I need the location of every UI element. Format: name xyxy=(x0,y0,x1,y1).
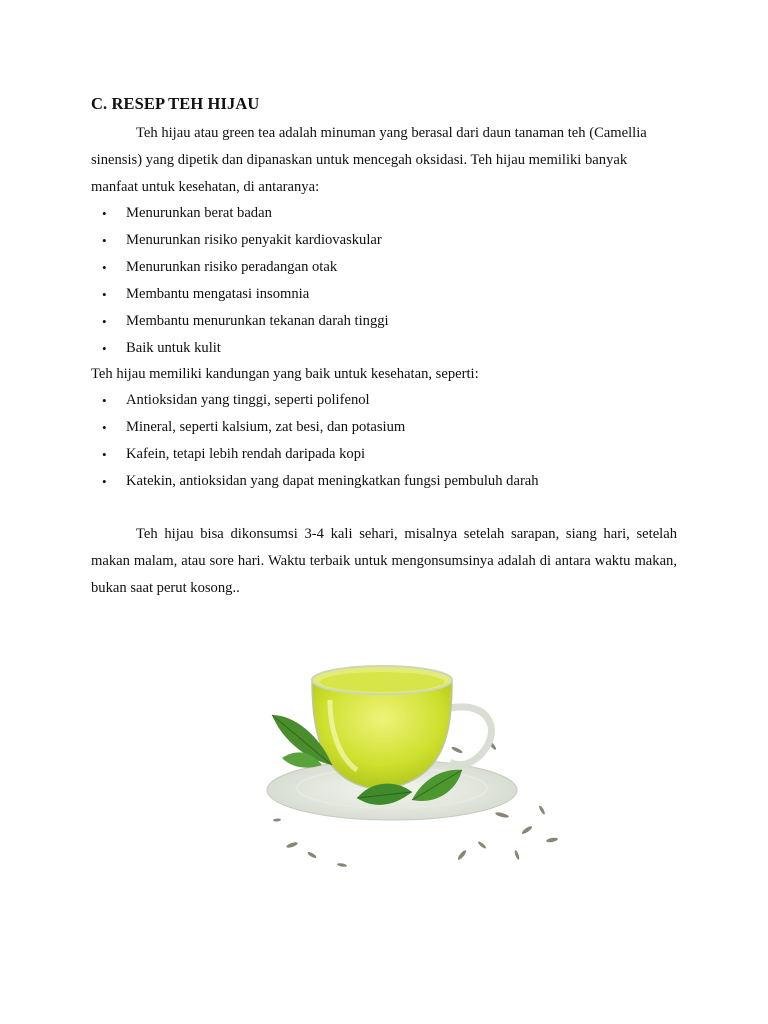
bullet-icon: • xyxy=(102,447,107,462)
list-item-text: Menurunkan berat badan xyxy=(126,205,272,221)
list-item xyxy=(91,200,677,227)
bullet-icon: • xyxy=(102,233,107,248)
benefits-list xyxy=(91,200,677,362)
list-item-text: Mineral, seperti kalsium, zat besi, dan potasium xyxy=(126,419,406,435)
bullet-icon: • xyxy=(102,474,107,489)
list-item xyxy=(91,387,677,414)
contents-list xyxy=(91,387,677,495)
list-item-text: Antioksidan yang tinggi, seperti polifenol xyxy=(126,392,370,408)
bullet-icon: • xyxy=(102,287,107,302)
list-item-text: Menurunkan risiko peradangan otak xyxy=(126,259,338,275)
list-item-text: Membantu menurunkan tekanan darah tinggi xyxy=(126,313,389,329)
list-item xyxy=(91,227,677,254)
list-item xyxy=(91,335,677,362)
list-item xyxy=(91,281,677,308)
green-tea-cup-illustration xyxy=(252,640,572,890)
list-item-text: Baik untuk kulit xyxy=(126,340,221,356)
list-item xyxy=(91,468,677,495)
contents-intro-paragraph: Teh hijau memiliki kandungan yang baik untuk kesehatan, seperti: xyxy=(91,366,479,382)
list-item xyxy=(91,308,677,335)
bullet-icon: • xyxy=(102,206,107,221)
bullet-icon: • xyxy=(102,314,107,329)
list-item-text: Katekin, antioksidan yang dapat meningkatkan fungsi pembuluh darah xyxy=(126,473,539,489)
list-item-text: Menurunkan risiko penyakit kardiovaskular xyxy=(126,232,382,248)
bullet-icon: • xyxy=(102,260,107,275)
list-item-text: Membantu mengatasi insomnia xyxy=(126,286,310,302)
intro-paragraph: Teh hijau atau green tea adalah minuman yang berasal dari daun tanaman teh (Camellia sinensis) yang dipetik dan dipanaskan untuk mencegah oksidasi. Teh hijau memiliki banyak manfaat untuk kesehatan, di antaranya: xyxy=(91,125,647,195)
list-item xyxy=(91,414,677,441)
list-item xyxy=(91,254,677,281)
bullet-icon: • xyxy=(102,393,107,408)
bullet-icon: • xyxy=(102,420,107,435)
bullet-icon: • xyxy=(102,341,107,356)
list-item-text: Kafein, tetapi lebih rendah daripada kopi xyxy=(126,446,366,462)
list-item xyxy=(91,441,677,468)
green-tea-cup-image xyxy=(252,640,572,890)
consumption-paragraph: Teh hijau bisa dikonsumsi 3-4 kali sehari, misalnya setelah sarapan, siang hari, setelah makan malam, atau sore hari. Waktu terbaik untuk mengonsumsinya adalah di antara waktu makan, bukan saat perut kosong.. xyxy=(91,526,677,596)
cup-handle xyxy=(450,707,491,765)
section-heading: C. RESEP TEH HIJAU xyxy=(91,94,260,113)
